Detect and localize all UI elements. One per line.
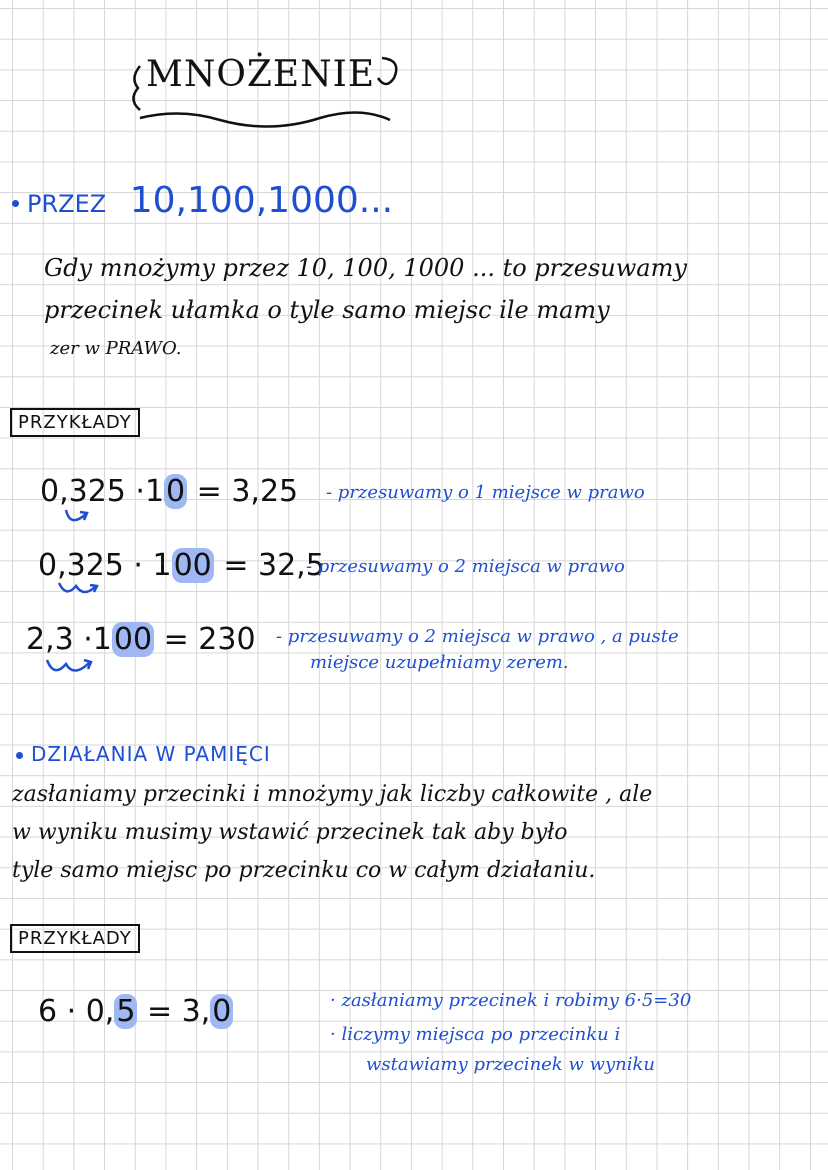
example-note-line2: miejsce uzupełniamy zerem. bbox=[310, 652, 569, 673]
highlight-digits: 00 bbox=[173, 548, 212, 583]
examples-label: PRZYKŁADY bbox=[10, 924, 140, 953]
example-note-line1: - przesuwamy o 2 miejsca w prawo , a puste bbox=[276, 626, 679, 647]
highlight-digits: 0 bbox=[166, 474, 186, 509]
example-note: - przesuwamy o 2 miejsca w prawo bbox=[306, 556, 625, 577]
highlight-digits: 0 bbox=[212, 994, 232, 1029]
section1-heading: PRZEZ 10,100,1000... bbox=[12, 180, 393, 221]
example-note-line2: · liczymy miejsca po przecinku i bbox=[330, 1024, 621, 1045]
example-expression: 2,3 ·100 = 230 bbox=[26, 622, 256, 657]
curved-arrow-icon bbox=[62, 506, 92, 530]
bullet-icon bbox=[12, 200, 19, 207]
example-expression: 0,325 ·10 = 3,25 bbox=[40, 474, 299, 509]
section1-text-line3: zer w PRAWO. bbox=[50, 338, 182, 359]
section2-heading: DZIAŁANIA W PAMIĘCI bbox=[16, 742, 271, 766]
section2-text-line3: tyle samo miejsc po przecinku co w całym działaniu. bbox=[12, 858, 596, 883]
examples-label: PRZYKŁADY bbox=[10, 408, 140, 437]
highlight-digits: 5 bbox=[116, 994, 136, 1029]
example-note-line3: wstawiamy przecinek w wyniku bbox=[366, 1054, 655, 1075]
highlight-digits: 00 bbox=[113, 622, 153, 657]
section2-text-line2: w wyniku musimy wstawić przecinek tak aby było bbox=[12, 820, 568, 845]
double-curved-arrow-icon bbox=[56, 580, 106, 600]
section1-text-line2: przecinek ułamka o tyle samo miejsc ile mamy bbox=[44, 296, 610, 324]
page-title: MNOŻENIE bbox=[146, 54, 376, 95]
double-curved-arrow-icon bbox=[44, 656, 100, 682]
example-expression: 0,325 · 100 = 32,5 bbox=[38, 548, 325, 583]
example-expression: 6 · 0,5 = 3,0 bbox=[38, 994, 232, 1029]
bullet-icon bbox=[16, 752, 23, 759]
example-note-line1: · zasłaniamy przecinek i robimy 6·5=30 bbox=[330, 990, 692, 1011]
example-note: - przesuwamy o 1 miejsce w prawo bbox=[326, 482, 645, 503]
section2-text-line1: zasłaniamy przecinki i mnożymy jak liczby całkowite , ale bbox=[12, 782, 653, 807]
section1-text-line1: Gdy mnożymy przez 10, 100, 1000 ... to przesuwamy bbox=[44, 254, 687, 282]
